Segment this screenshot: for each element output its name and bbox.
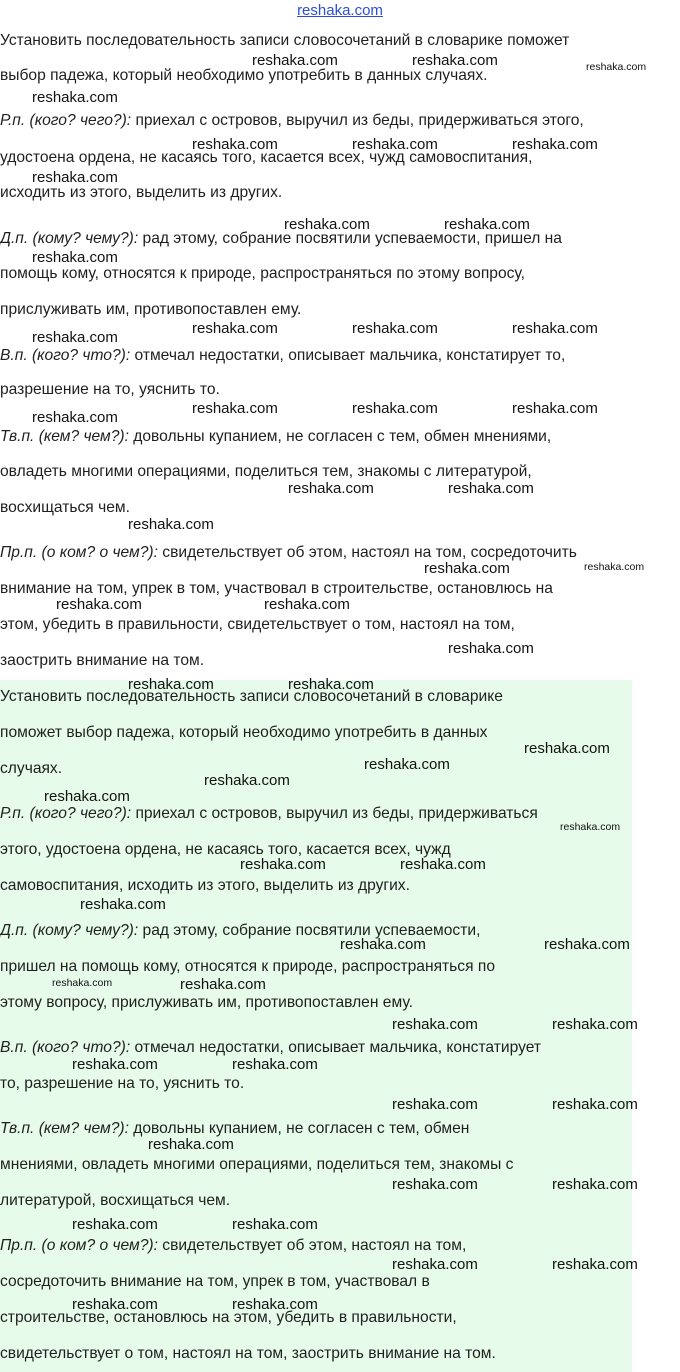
paragraph-line: пришел на помощь кому, относятся к природе, распространяться по [0, 958, 495, 975]
case-line-prepositional: Пр.п. (о ком? о чем?): свидетельствует об этом, настоял на том, сосредоточить [0, 544, 577, 561]
watermark: reshaka.com [352, 400, 438, 417]
case-label: Тв.п. (кем? чем?): [0, 1120, 129, 1137]
watermark: reshaka.com [512, 136, 598, 153]
watermark: reshaka.com [552, 1096, 638, 1113]
watermark: reshaka.com [392, 1016, 478, 1033]
watermark: reshaka.com [240, 856, 326, 873]
watermark: reshaka.com [32, 249, 118, 266]
paragraph-line: удостоена ордена, не касаясь того, касается всех, чужд самовоспитания, [0, 149, 533, 166]
watermark: reshaka.com [148, 1136, 234, 1153]
paragraph-line: литературой, восхищаться чем. [0, 1192, 231, 1209]
paragraph-line: заострить внимание на том. [0, 652, 205, 669]
case-label: В.п. (кого? что?): [0, 1039, 131, 1056]
paragraph-line: мнениями, овладеть многими операциями, поделиться тем, знакомы с [0, 1156, 514, 1173]
watermark: reshaka.com [192, 136, 278, 153]
watermark: reshaka.com [424, 560, 510, 577]
case-label: Д.п. (кому? чему?): [0, 922, 139, 939]
watermark: reshaka.com [400, 856, 486, 873]
watermark: reshaka.com [448, 480, 534, 497]
case-label: Тв.п. (кем? чем?): [0, 428, 129, 445]
watermark: reshaka.com [232, 1296, 318, 1313]
watermark: reshaka.com [192, 400, 278, 417]
watermark: reshaka.com [284, 216, 370, 233]
paragraph-line: восхищаться чем. [0, 499, 130, 516]
watermark: reshaka.com [80, 896, 166, 913]
watermark: reshaka.com [586, 61, 647, 73]
watermark: reshaka.com [56, 596, 142, 613]
watermark: reshaka.com [392, 1096, 478, 1113]
watermark: reshaka.com [32, 89, 118, 106]
watermark: reshaka.com [392, 1176, 478, 1193]
paragraph-line: этому вопросу, прислуживать им, противопоставлен ему. [0, 994, 413, 1011]
paragraph-line: этого, удостоена ордена, не касаясь того, касается всех, чужд [0, 841, 451, 858]
case-label: Пр.п. (о ком? о чем?): [0, 544, 158, 561]
paragraph-line: то, разрешение на то, уяснить то. [0, 1075, 245, 1092]
paragraph-line: Установить последовательность записи словосочетаний в словарике поможет [0, 32, 570, 49]
watermark: reshaka.com [32, 169, 118, 186]
case-label: В.п. (кого? что?): [0, 347, 131, 364]
paragraph-line: поможет выбор падежа, который необходимо употребить в данных [0, 724, 488, 741]
watermark: reshaka.com [204, 772, 290, 789]
watermark: reshaka.com [444, 216, 530, 233]
text-block-original [0, 24, 680, 680]
case-label: Р.п. (кого? чего?): [0, 805, 132, 822]
text-block-highlighted [0, 680, 632, 1372]
paragraph-line: разрешение на то, уяснить то. [0, 381, 220, 398]
watermark: reshaka.com [412, 52, 498, 69]
paragraph-line: свидетельствует о том, настоял на том, заострить внимание на том. [0, 1345, 496, 1362]
case-line-dative: Д.п. (кому? чему?): рад этому, собрание посвятили успеваемости, пришел на [0, 230, 562, 247]
watermark: reshaka.com [52, 977, 113, 989]
paragraph-line: строительстве, остановлюсь на этом, убедить в правильности, [0, 1309, 457, 1326]
paragraph-line: случаях. [0, 760, 63, 777]
watermark: reshaka.com [560, 821, 621, 833]
paragraph-line: исходить из этого, выделить из других. [0, 184, 283, 201]
paragraph-line: овладеть многими операциями, поделиться тем, знакомы с литературой, [0, 463, 532, 480]
watermark: reshaka.com [552, 1256, 638, 1273]
case-line-instrumental: Тв.п. (кем? чем?): довольны купанием, не согласен с тем, обмен [0, 1120, 470, 1137]
watermark: reshaka.com [352, 136, 438, 153]
site-header-link[interactable]: reshaka.com [297, 2, 383, 19]
paragraph-line: Установить последовательность записи словосочетаний в словарике [0, 688, 503, 705]
watermark: reshaka.com [288, 480, 374, 497]
paragraph-line: этом, убедить в правильности, свидетельствует о том, настоял на том, [0, 616, 515, 633]
case-line-dative: Д.п. (кому? чему?): рад этому, собрание посвятили успеваемости, [0, 922, 481, 939]
watermark: reshaka.com [44, 788, 130, 805]
watermark: reshaka.com [524, 740, 610, 757]
watermark: reshaka.com [72, 1056, 158, 1073]
watermark: reshaka.com [252, 52, 338, 69]
watermark: reshaka.com [288, 676, 374, 693]
paragraph-line: выбор падежа, который необходимо употребить в данных случаях. [0, 67, 488, 84]
watermark: reshaka.com [448, 640, 534, 657]
paragraph-line: помощь кому, относятся к природе, распространяться по этому вопросу, [0, 265, 525, 282]
paragraph-line: сосредоточить внимание на том, упрек в том, участвовал в [0, 1273, 430, 1290]
watermark: reshaka.com [264, 596, 350, 613]
watermark: reshaka.com [552, 1016, 638, 1033]
watermark: reshaka.com [72, 1216, 158, 1233]
case-line-prepositional: Пр.п. (о ком? о чем?): свидетельствует об этом, настоял на том, [0, 1237, 467, 1254]
watermark: reshaka.com [552, 1176, 638, 1193]
watermark: reshaka.com [392, 1256, 478, 1273]
paragraph-line: внимание на том, упрек в том, участвовал в строительстве, остановлюсь на [0, 580, 553, 597]
paragraph-line: прислуживать им, противопоставлен ему. [0, 301, 302, 318]
watermark: reshaka.com [72, 1296, 158, 1313]
watermark: reshaka.com [32, 329, 118, 346]
watermark: reshaka.com [32, 409, 118, 426]
case-line-instrumental: Тв.п. (кем? чем?): довольны купанием, не согласен с тем, обмен мнениями, [0, 428, 552, 445]
case-line-genitive: Р.п. (кого? чего?): приехал с островов, выручил из беды, придерживаться [0, 805, 538, 822]
watermark: reshaka.com [512, 320, 598, 337]
watermark: reshaka.com [584, 561, 645, 573]
watermark: reshaka.com [352, 320, 438, 337]
watermark: reshaka.com [512, 400, 598, 417]
watermark: reshaka.com [128, 516, 214, 533]
watermark: reshaka.com [364, 756, 450, 773]
case-line-accusative: В.п. (кого? что?): отмечал недостатки, описывает мальчика, констатирует то, [0, 347, 566, 364]
case-line-genitive: Р.п. (кого? чего?): приехал с островов, выручил из беды, придерживаться этого, [0, 112, 584, 129]
watermark: reshaka.com [232, 1056, 318, 1073]
watermark: reshaka.com [128, 676, 214, 693]
case-line-accusative: В.п. (кого? что?): отмечал недостатки, описывает мальчика, констатирует [0, 1039, 542, 1056]
watermark: reshaka.com [180, 976, 266, 993]
watermark: reshaka.com [192, 320, 278, 337]
case-label: Р.п. (кого? чего?): [0, 112, 132, 129]
case-label: Д.п. (кому? чему?): [0, 230, 139, 247]
watermark: reshaka.com [340, 936, 426, 953]
case-label: Пр.п. (о ком? о чем?): [0, 1237, 158, 1254]
paragraph-line: самовоспитания, исходить из этого, выделить из других. [0, 877, 410, 894]
watermark: reshaka.com [232, 1216, 318, 1233]
watermark: reshaka.com [544, 936, 630, 953]
